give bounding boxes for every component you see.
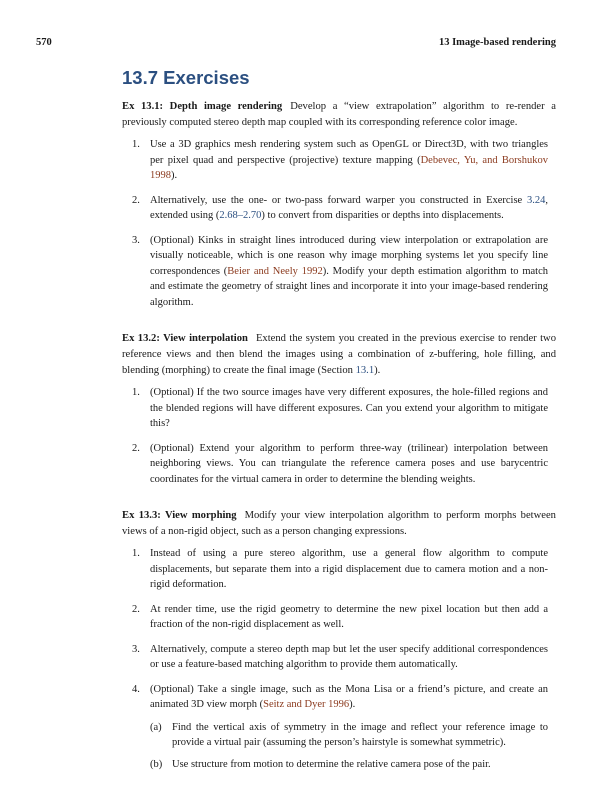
item-number: 3.	[132, 643, 140, 655]
item-number: 4.	[132, 683, 140, 695]
list-item	[122, 546, 556, 593]
exercise-13-2	[122, 331, 556, 379]
item-text: Instead of using a pure stereo algorithm, use a general flow algorithm to compute displacements, but separate them into a rigid displacement due to camera motion and a non-rigid deformation.	[150, 548, 548, 590]
exercise-label: Ex 13.1: Depth image rendering	[122, 101, 283, 112]
list-item	[122, 441, 556, 488]
item-text: , extended using (	[150, 194, 548, 221]
equation-ref-link[interactable]: 2.68–2.70	[219, 210, 262, 221]
list-item	[122, 385, 556, 432]
section-title: 13.7 Exercises	[122, 67, 250, 88]
list-item	[122, 137, 556, 184]
item-text: ). Modify your depth estimation algorithm to match and estimate the geometry of straight lines and incorporate it into your image-based rendering algorithm.	[150, 265, 548, 308]
list-item	[122, 642, 556, 673]
exercise-13-1-items	[122, 137, 556, 310]
exercise-13-1	[122, 99, 556, 131]
exercise-13-3	[122, 508, 556, 540]
sub-item-text: Find the vertical axis of symmetry in the image and reflect your reference image to provide a virtual pair (assuming the person’s hairstyle is somewhat symmetric).	[172, 721, 548, 748]
exercise-13-3-items	[122, 546, 556, 772]
list-item	[122, 602, 556, 633]
item-number: 1.	[132, 548, 140, 559]
exercise-label: Ex 13.3: View morphing	[122, 510, 237, 521]
chapter-title: 13 Image-based rendering	[438, 37, 556, 48]
item-text: At render time, use the rigid geometry to determine the new pixel location but then add a fraction of the non-rigid displacement as well.	[150, 603, 548, 630]
item-text: (Optional) If the two source images have very different exposures, the hole-filled regions and the blended regions will have different exposures. Can you extend your algorithm to mitigate this?	[150, 387, 548, 429]
item-text: Use a 3D graphics mesh rendering system such as OpenGL or Direct3D, with two triangles per pixel quad and perspective (projective) texture mapping (	[150, 139, 548, 166]
exercise-intro: Modify your view interpolation algorithm to perform morphs between views of a non-rigid object, such as a person changing expressions.	[122, 510, 556, 537]
list-item	[122, 193, 556, 224]
item-number: 3.	[132, 234, 140, 246]
item-text: (Optional) Kinks in straight lines introduced during view interpolation or extrapolation are visually noticeable, which is one reason why image morphing systems let you specify line correspondences (	[150, 234, 548, 277]
item-number: 2.	[132, 194, 140, 206]
sub-list	[150, 720, 548, 773]
item-number: 2.	[132, 442, 140, 454]
item-number: 1.	[132, 387, 140, 398]
item-text: (Optional) Take a single image, such as the Mona Lisa or a friend’s picture, and create an animated 3D view morph (	[150, 683, 548, 710]
exercise-intro: Develop a “view extrapolation” algorithm to re-render a previously computed stereo depth map coupled with its corresponding reference color image.	[122, 101, 556, 128]
sub-item-number: (a)	[150, 721, 162, 733]
citation-link[interactable]: Beier and Neely 1992	[227, 265, 323, 277]
exercise-label: Ex 13.2: View interpolation	[122, 333, 248, 344]
list-item	[122, 233, 556, 311]
exercise-intro: Extend the system you created in the previous exercise to render two reference views and then blend the images using a combination of z-buffering, hole filling, and blending (morphing) to create the final image (Section	[122, 333, 557, 376]
list-item	[122, 682, 556, 773]
sub-list-item	[150, 720, 548, 751]
citation-link[interactable]: Seitz and Dyer 1996	[263, 699, 350, 710]
item-text: ).	[171, 170, 178, 181]
sub-list-item	[150, 757, 548, 773]
exercise-13-2-items	[122, 385, 556, 487]
section-ref-link[interactable]: 13.1	[355, 365, 375, 376]
exercise-intro: ).	[374, 365, 381, 376]
citation-link[interactable]: Debevec, Yu, and Borshukov 1998	[150, 154, 548, 181]
item-text: (Optional) Extend your algorithm to perform three-way (trilinear) interpolation between neighboring views. You can triangulate the reference camera poses and use barycentric coordinates for the virtual camera in order to determine the blending weights.	[150, 442, 548, 485]
page-number: 570	[36, 37, 52, 48]
page-content	[122, 66, 556, 781]
sub-item-text: Use structure from motion to determine the relative camera pose of the pair.	[172, 758, 491, 770]
item-text: ).	[349, 699, 356, 710]
item-text: Alternatively, compute a stereo depth map but let the user specify additional correspondences or use a feature-based matching algorithm to provide them automatically.	[150, 643, 548, 670]
item-text: Alternatively, use the one- or two-pass forward warper you constructed in Exercise	[150, 194, 527, 206]
sub-item-number: (b)	[150, 758, 163, 770]
item-number: 2.	[132, 603, 140, 615]
exercise-ref-link[interactable]: 3.24	[527, 194, 546, 206]
item-text: ) to convert from disparities or depths into displacements.	[261, 210, 504, 221]
item-number: 1.	[132, 139, 140, 150]
